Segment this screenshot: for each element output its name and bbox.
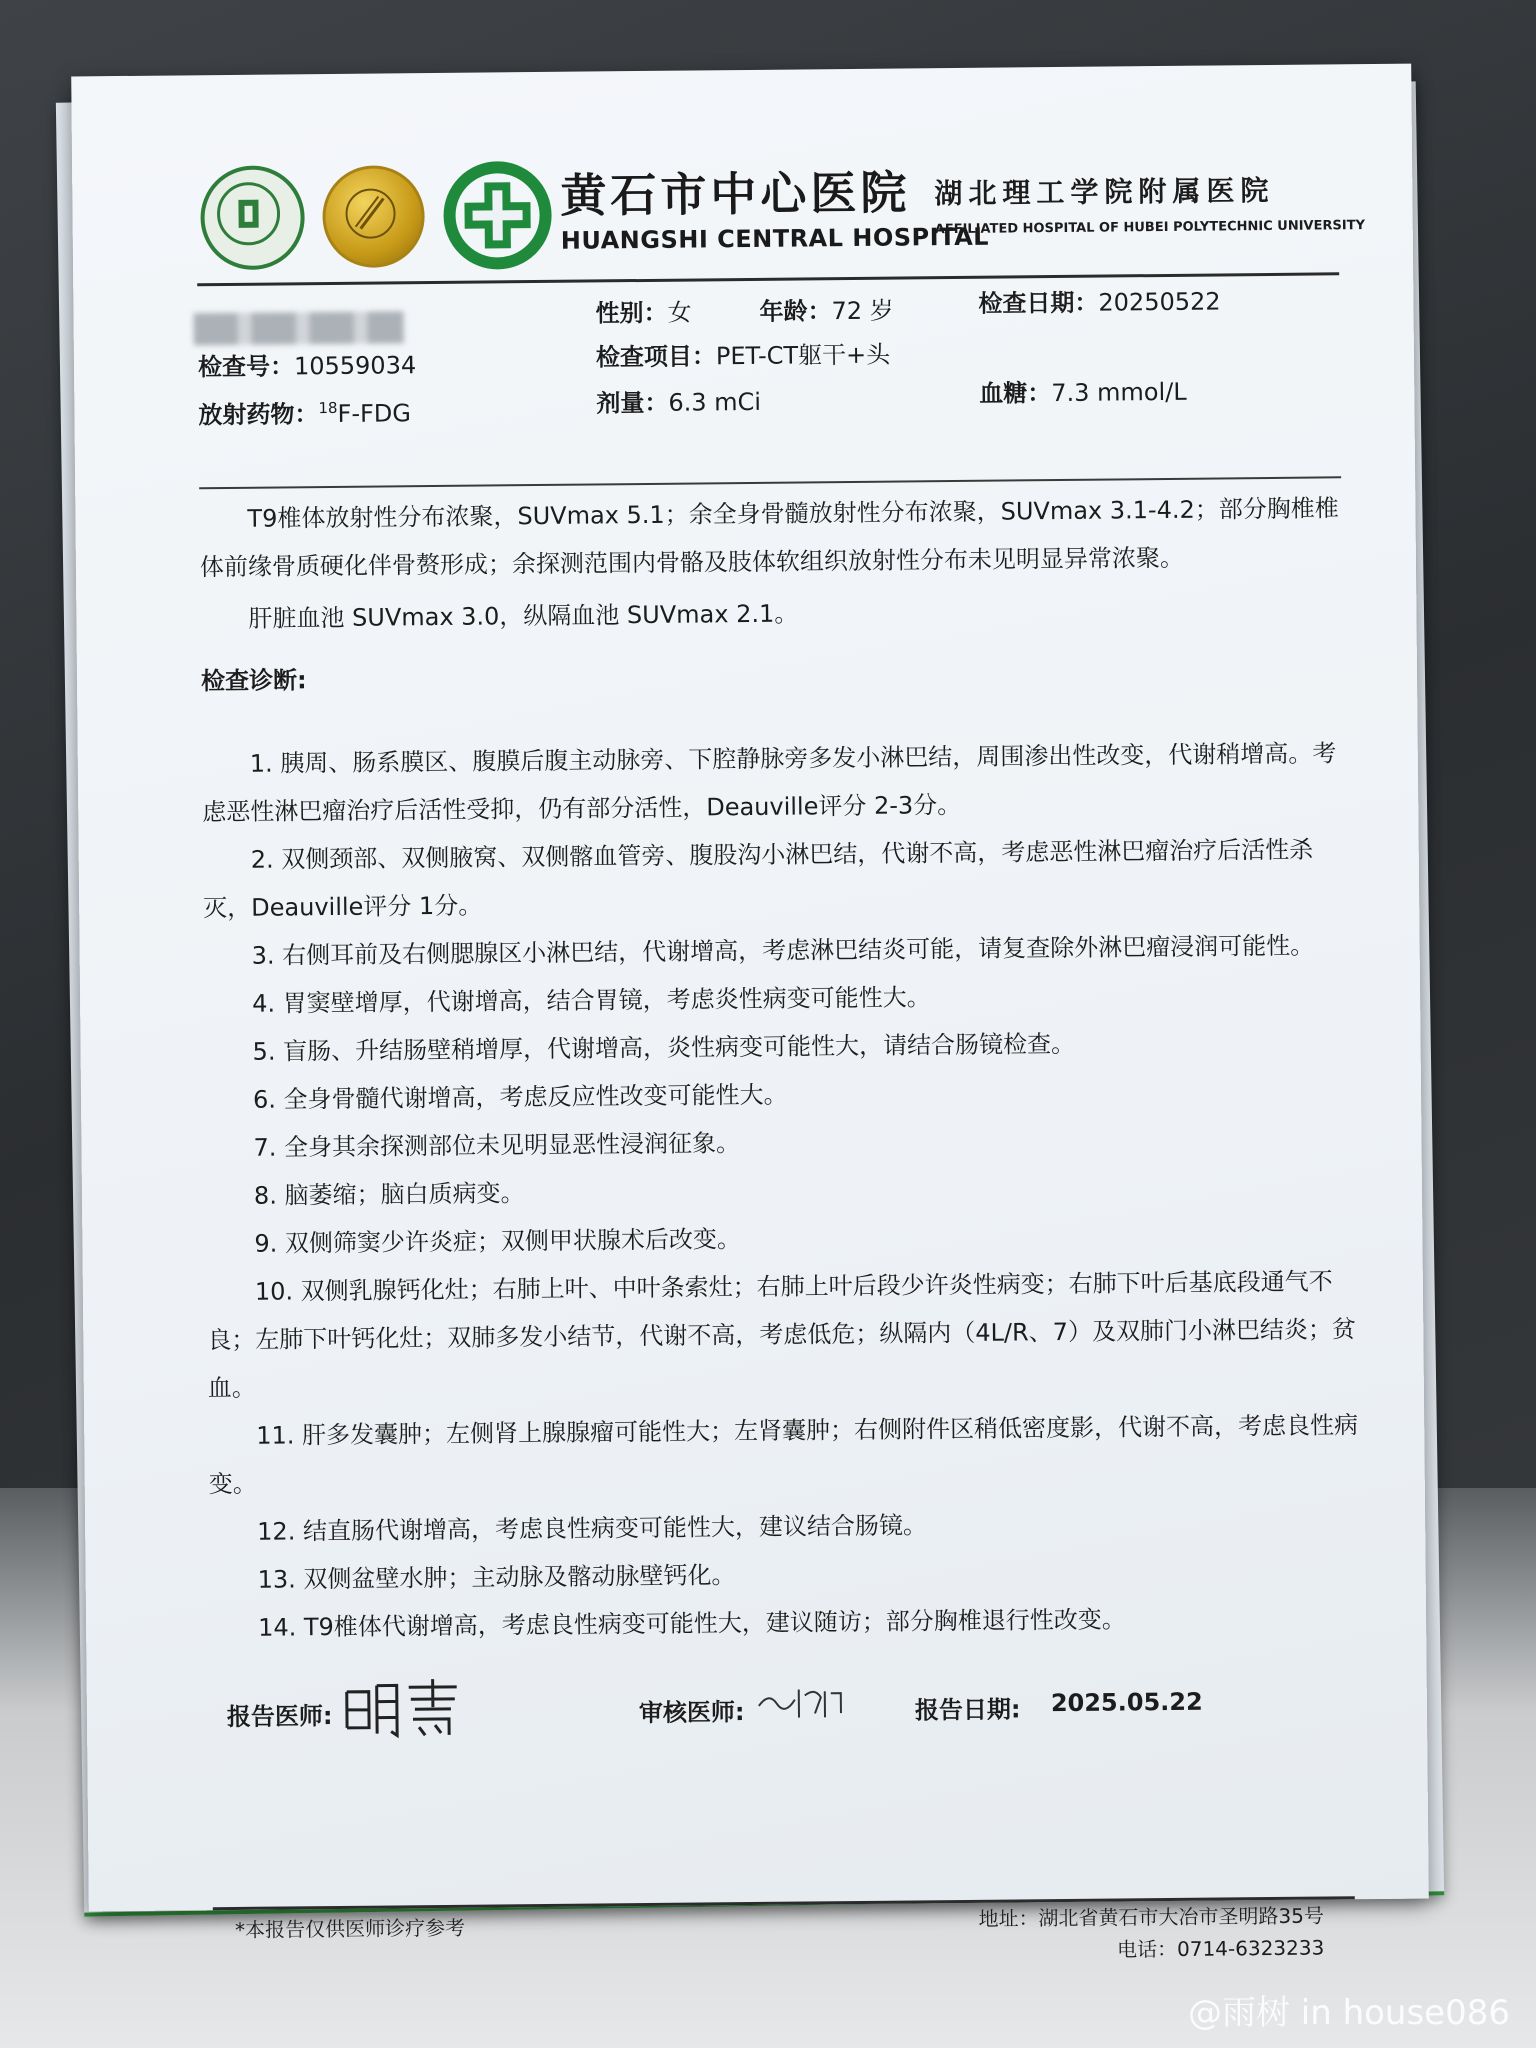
diagnosis-item: 6. 全身骨髓代谢增高，考虑反应性改变可能性大。 xyxy=(252,1080,788,1114)
report-date-label: 报告日期: xyxy=(914,1695,1021,1725)
accreditation-gold-seal xyxy=(322,165,425,268)
affiliation-en: AFFILIATED HOSPITAL OF HUBEI POLYTECHNIC UNIVERSITY xyxy=(934,218,1366,238)
report-doctor-signature xyxy=(339,1677,470,1744)
exam-date-field: 检查日期：20250522 xyxy=(978,287,1221,318)
diagnosis-item: 14. T9椎体代谢增高，考虑良性病变可能性大，建议随访；部分胸椎退行性改变。 xyxy=(257,1605,1126,1642)
hospital-name-en: HUANGSHI CENTRAL HOSPITAL xyxy=(560,222,990,255)
header-divider xyxy=(197,272,1339,286)
report-doctor-label: 报告医师: xyxy=(226,1702,333,1732)
gender-field: 性别：女 xyxy=(595,298,692,328)
diagnosis-list xyxy=(202,729,1361,1652)
report-date-value: 2025.05.22 xyxy=(1050,1687,1203,1718)
hospital-green-logo xyxy=(442,160,553,271)
hospital-name-cn: 黄石市中心医院 xyxy=(560,165,911,223)
exam-number-field: 检查号：10559034 xyxy=(197,351,417,382)
diagnosis-heading: 检查诊断: xyxy=(200,666,307,696)
diagnosis-item: 4. 胃窦壁增厚，代谢增高，结合胃镜，考虑炎性病变可能性大。 xyxy=(251,983,931,1018)
diagnosis-item: 13. 双侧盆壁水肿；主动脉及髂动脉壁钙化。 xyxy=(257,1561,736,1594)
logo-group xyxy=(200,160,553,273)
hospital-address: 地址：湖北省黄石市大冶市圣明路35号 xyxy=(978,1903,1325,1931)
hospital-phone: 电话：0714-6323233 xyxy=(1116,1935,1325,1962)
photo-watermark: @雨树 in house086 xyxy=(1187,1993,1510,2033)
report-sheet xyxy=(71,64,1429,1962)
diagnosis-item: 7. 全身其余探测部位未见明显恶性浸润征象。 xyxy=(253,1129,741,1162)
redacted-patient-name xyxy=(194,311,404,345)
review-doctor-label: 审核医师: xyxy=(638,1698,745,1728)
disclaimer: *本报告仅供医师诊疗参考 xyxy=(234,1915,466,1942)
signature-row xyxy=(227,1674,1328,1745)
hospital-name xyxy=(560,164,989,258)
diagnosis-item: 12. 结直肠代谢增高，考虑良性病变可能性大，建议结合肠镜。 xyxy=(257,1511,928,1546)
review-doctor-signature xyxy=(755,1683,845,1724)
diagnosis-item: 10. 双侧乳腺钙化灶；右肺上叶、中叶条索灶；右肺上叶后段少许炎性病变；右肺下叶后基底段通气不良；左肺下叶钙化灶；双肺多发小结节，代谢不高，考虑低危；纵隔内（4L/R、7）及双肺门小淋巴结炎；贫血。 xyxy=(207,1267,1357,1403)
exam-item-field: 检查项目：PET-CT躯干+头 xyxy=(595,340,891,372)
age-field: 年龄：72 岁 xyxy=(759,296,894,326)
diagnosis-item: 1. 胰周、肠系膜区、腹膜后腹主动脉旁、下腔静脉旁多发小淋巴结，周围渗出性改变，代谢稍增高。考虑恶性淋巴瘤治疗后活性受抑，仍有部分活性，Deauville评分 2-3分。 xyxy=(202,739,1337,827)
diagnosis-item: 5. 盲肠、升结肠壁稍增厚，代谢增高，炎性病变可能性大，请结合肠镜检查。 xyxy=(252,1029,1076,1066)
diagnosis-item: 8. 脑萎缩；脑白质病变。 xyxy=(253,1179,525,1210)
diagnosis-item: 9. 双侧筛窦少许炎症；双侧甲状腺术后改变。 xyxy=(254,1225,742,1258)
affiliation-cn: 湖北理工学院附属医院 xyxy=(934,173,1275,211)
diagnosis-item: 2. 双侧颈部、双侧腋窝、双侧髂血管旁、腹股沟小淋巴结，代谢不高，考虑恶性淋巴瘤治疗后活性杀灭，Deauville评分 1分。 xyxy=(203,835,1314,923)
findings-paragraph-1: T9椎体放射性分布浓聚，SUVmax 5.1；余全身骨髓放射性分布浓聚，SUVmax 3.1-4.2；部分胸椎椎体前缘骨质硬化伴骨赘形成；余探测范围内骨骼及肢体软组织放射性分布未见明显异常浓聚。 xyxy=(199,494,1339,582)
findings-paragraph-2: 肝脏血池 SUVmax 3.0，纵隔血池 SUVmax 2.1。 xyxy=(248,599,799,633)
blood-glucose-field: 血糖：7.3 mmol/L xyxy=(979,377,1187,408)
radiopharmaceutical-field: 放射药物：$^{18}$F-FDG xyxy=(198,398,412,430)
diagnosis-item: 3. 右侧耳前及右侧腮腺区小淋巴结，代谢增高，考虑淋巴结炎可能，请复查除外淋巴瘤浸润可能性。 xyxy=(251,931,1315,970)
address-block xyxy=(978,1900,1324,1967)
diagnosis-item: 11. 肝多发囊肿；左侧肾上腺腺瘤可能性大；左肾囊肿；右侧附件区稍低密度影，代谢不高，考虑良性病变。 xyxy=(208,1411,1359,1499)
dose-field: 剂量：6.3 mCi xyxy=(596,387,762,418)
affiliation xyxy=(934,168,1365,244)
hospital-seal-logo xyxy=(200,165,305,270)
